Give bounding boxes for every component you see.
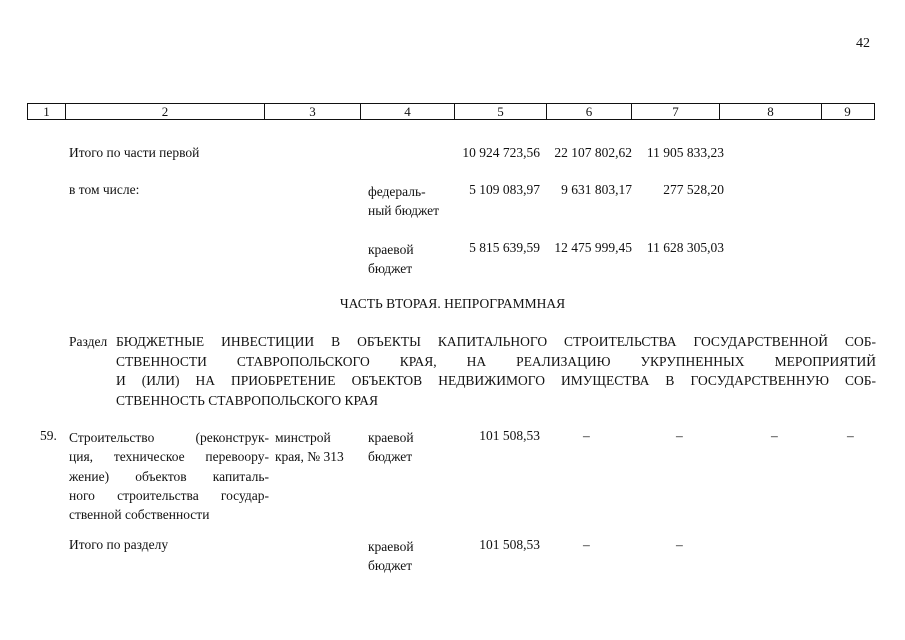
header-col-4: 4 (361, 104, 455, 119)
federal-source-line2: ный бюджет (368, 203, 440, 218)
item-59-description-line: жение) объектов капиталь- (69, 468, 269, 484)
item-59-description (69, 428, 269, 524)
item-59-col7: – (676, 428, 683, 443)
regional-col6: 12 475 999,45 (554, 240, 632, 255)
item-59-col5: 101 508,53 (479, 428, 540, 443)
section-total-source-line1: краевой (368, 539, 414, 554)
part-one-total-col7: 11 905 833,23 (646, 145, 724, 160)
header-col-8: 8 (720, 104, 822, 119)
part-one-total-label: Итого по части первой (69, 145, 200, 160)
item-59-source-line1: краевой (368, 430, 414, 445)
item-59-col9: – (847, 428, 854, 443)
federal-col5: 5 109 083,97 (469, 182, 540, 197)
header-col-5: 5 (455, 104, 547, 119)
item-59-number: 59. (40, 428, 57, 443)
item-59-description-line: Строительство (реконструк- (69, 430, 269, 445)
section-title-line: И (ИЛИ) НА ПРИОБРЕТЕНИЕ ОБЪЕКТОВ НЕДВИЖИМОГО ИМУЩЕСТВА В ГОСУДАРСТВЕННУЮ СОБ- (116, 373, 876, 388)
item-59-col8: – (771, 428, 778, 443)
regional-col7: 11 628 305,03 (646, 240, 724, 255)
regional-source-line1: краевой (368, 242, 414, 257)
part-two-title: ЧАСТЬ ВТОРАЯ. НЕПРОГРАММНАЯ (339, 296, 566, 311)
page-number: 42 (856, 36, 870, 51)
item-59-source (368, 428, 414, 467)
part-one-total-col5: 10 924 723,56 (462, 145, 540, 160)
federal-col6: 9 631 803,17 (561, 182, 632, 197)
item-59-executor-line2: края, № 313 (275, 449, 344, 465)
item-59-col6: – (583, 428, 590, 443)
section-total-col5: 101 508,53 (479, 537, 540, 552)
item-59-source-line2: бюджет (368, 449, 413, 465)
header-col-7: 7 (632, 104, 720, 119)
regional-source-line2: бюджет (368, 261, 413, 276)
including-label: в том числе: (69, 182, 140, 197)
item-59-description-line: ного строительства государ- (69, 487, 269, 503)
section-total-col7: – (676, 537, 683, 552)
regional-budget-source (368, 240, 414, 278)
item-59-executor-line1: минстрой (275, 430, 331, 445)
header-col-6: 6 (547, 104, 632, 119)
section-title-line: СТВЕННОСТЬ СТАВРОПОЛЬСКОГО КРАЯ (116, 392, 378, 408)
section-prefix: Раздел (69, 334, 108, 349)
header-col-9: 9 (844, 104, 851, 119)
item-59-executor (275, 428, 344, 467)
header-col-3: 3 (265, 104, 361, 119)
section-total-source-line2: бюджет (368, 558, 413, 574)
table-header-row (27, 103, 875, 120)
section-total-label: Итого по разделу (69, 537, 169, 552)
item-59-description-line: ция, техническое перевоору- (69, 449, 269, 465)
federal-col7: 277 528,20 (663, 182, 724, 197)
header-col-1: 1 (28, 104, 66, 119)
header-col-2: 2 (66, 104, 265, 119)
section-title-line: СТВЕННОСТИ СТАВРОПОЛЬСКОГО КРАЯ, НА РЕАЛИЗАЦИЮ УКРУПНЕННЫХ МЕРОПРИЯТИЙ (116, 353, 876, 369)
part-one-total-col6: 22 107 802,62 (554, 145, 632, 160)
section-total-source (368, 537, 414, 576)
federal-source-line1: федераль- (368, 184, 426, 199)
section-title (116, 332, 876, 410)
federal-budget-source (368, 182, 439, 220)
section-title-line: БЮДЖЕТНЫЕ ИНВЕСТИЦИИ В ОБЪЕКТЫ КАПИТАЛЬНОГО СТРОИТЕЛЬСТВА ГОСУДАРСТВЕННОЙ СОБ- (116, 334, 876, 349)
item-59-description-line: ственной собственности (69, 507, 210, 523)
regional-col5: 5 815 639,59 (469, 240, 540, 255)
section-total-col6: – (583, 537, 590, 552)
